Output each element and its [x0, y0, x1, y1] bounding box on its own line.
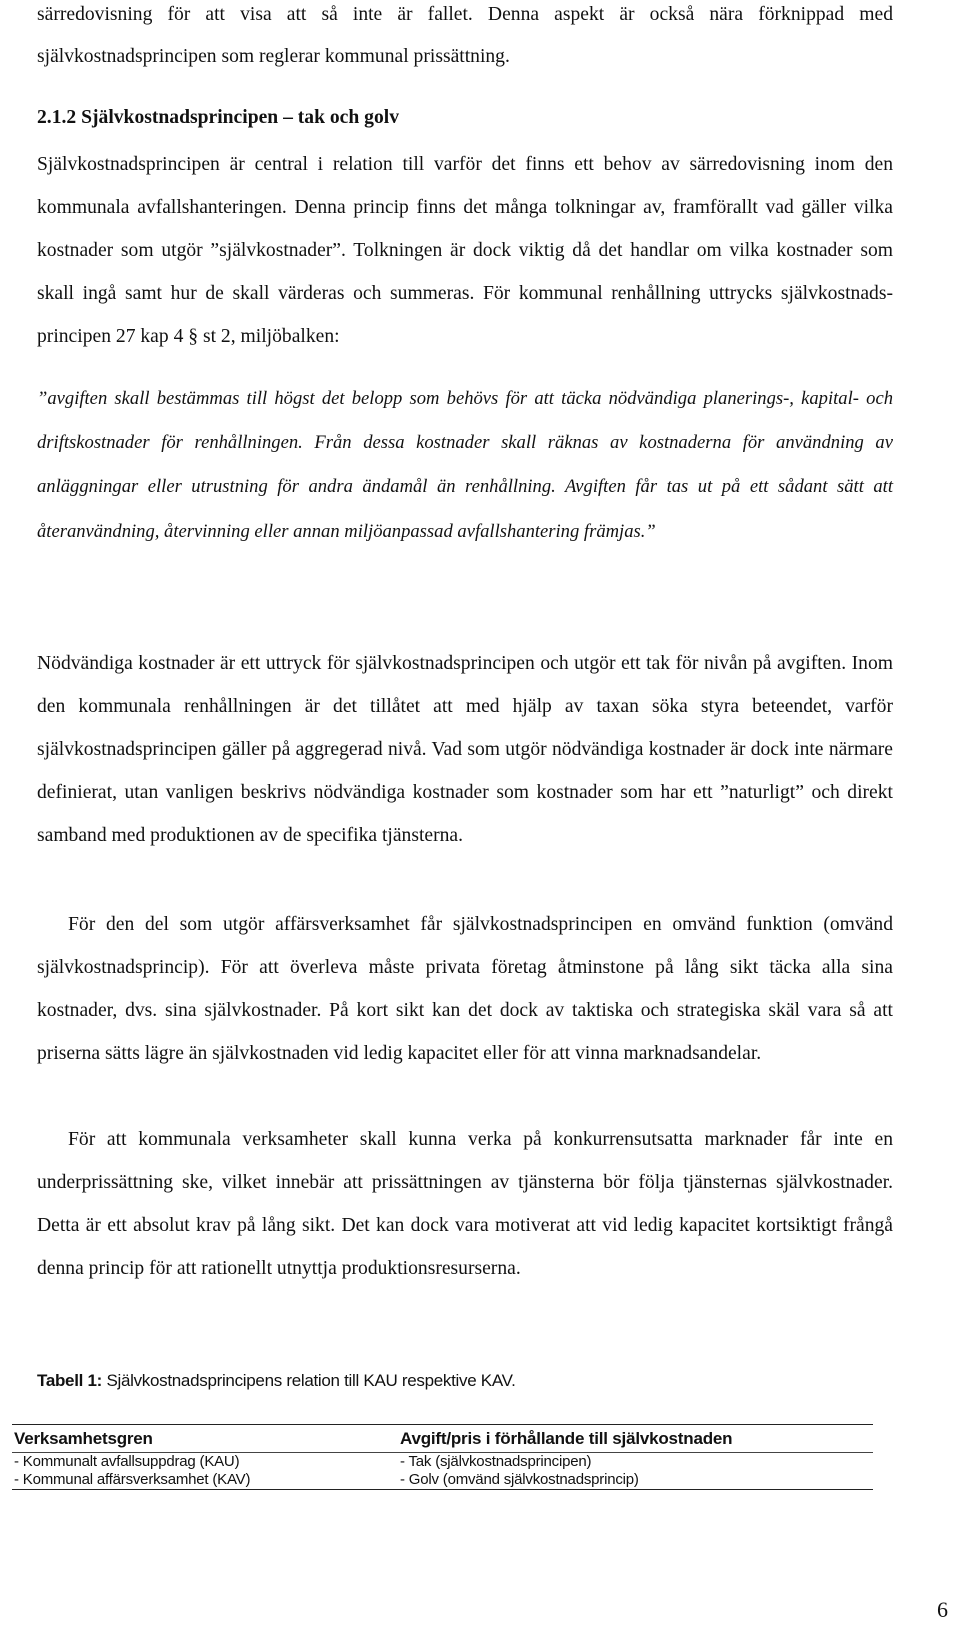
table-row [12, 1453, 873, 1472]
table-caption [37, 1369, 516, 1393]
business-activity-text: För den del som utgör affärsverksamhet får självkostnadsprincipen en omvänd funktion (omvänd självkostnadsprincip). För att överleva måste privata företag åtminstone på lång sikt täcka alla sina kostnader, dvs. sina självkostnader. På kort sikt kan det dock av taktiska och strategiska skäl vara så att priserna sätts lägre än självkostnaden vid ledig kapacitet eller för att vinna marknadsandelar. [37, 914, 893, 1065]
table-cell: - Tak (självkostnadsprincipen) [400, 1453, 592, 1470]
table-header-row [12, 1425, 873, 1453]
table-row [12, 1471, 873, 1490]
business-activity-paragraph [37, 903, 893, 1075]
table-header-cell: Avgift/pris i förhållande till självkostnaden [400, 1429, 733, 1448]
municipal-text: För att kommunala verksamheter skall kunna verka på konkurrensutsatta marknader får inte en underprissättning ske, vilket innebär att prissättningen av tjänsterna bör följa tjänsternas självkostnader. Detta är ett absolut krav på lång sikt. Det kan dock vara motiverat att vid ledig kapacitet kortsiktigt frångå denna princip för att rationellt utnyttja produktionsresurserna. [37, 1129, 893, 1280]
necessary-costs-paragraph [37, 642, 893, 857]
table-caption-label: Tabell 1: [37, 1371, 103, 1390]
intro-paragraph [37, 0, 893, 78]
section-heading [37, 104, 893, 132]
table-cell: - Golv (omvänd självkostnadsprincip) [400, 1471, 639, 1488]
table-header-cell: Verksamhetsgren [14, 1429, 153, 1448]
page-number: 6 [937, 1597, 948, 1622]
law-quote-paragraph [37, 377, 893, 554]
self-cost-text: Självkostnadsprincipen är central i relation till varför det finns ett behov av särredovisning inom den kommunala avfallshanteringen. Denna princip finns det många tolkningar av, framförallt vad gäller vilka kostnader som utgör ”självkostnader”. Tolkningen är dock viktig då det handlar om vilka kostnader som skall ingå samt hur de skall värderas och summeras. För kommunal renhållning uttrycks självkostnadsprincipen 27 kap 4 § st 2, miljöbalken: [37, 154, 893, 348]
table [12, 1424, 873, 1490]
law-quote-text: ”avgiften skall bestämmas till högst det belopp som behövs för att täcka nödvändiga planerings-, kapital- och driftskostnader för renhållningen. Från dessa kostnader skall räknas av kostnaderna för användning av anläggningar eller utrustning för andra ändamål än renhållning. Avgiften får tas ut på ett sådant sätt att återanvändning, återvinning eller annan miljöanpassad avfallshantering främjas.” [37, 388, 893, 542]
self-cost-paragraph [37, 143, 893, 358]
necessary-costs-text: Nödvändiga kostnader är ett uttryck för självkostnadsprincipen och utgör ett tak för nivån på avgiften. Inom den kommunala renhållningen är det tillåtet att med hjälp av taxan söka styra beteendet, varför självkostnadsprincipen gäller på aggregerad nivå. Vad som utgör nödvändiga kostnader är dock inte närmare definierat, utan vanligen beskrivs nödvändiga kostnader som kostnader som har ett ”naturligt” och direkt samband med produktionen av de specifika tjänsterna. [37, 653, 893, 847]
section-number: 2.1.2 [37, 107, 77, 128]
municipal-paragraph [37, 1118, 893, 1290]
table-cell: - Kommunalt avfallsuppdrag (KAU) [14, 1453, 240, 1470]
table-cell: - Kommunal affärsverksamhet (KAV) [14, 1471, 251, 1488]
self-cost-table [12, 1424, 873, 1490]
section-title: Självkostnadsprincipen – tak och golv [81, 107, 400, 128]
intro-text: särredovisning för att visa att så inte är fallet. Denna aspekt är också nära förknippad med självkostnadsprincipen som reglerar kommunal prissättning. [37, 4, 893, 67]
table-caption-text: Självkostnadsprincipens relation till KAU respektive KAV. [106, 1371, 516, 1390]
